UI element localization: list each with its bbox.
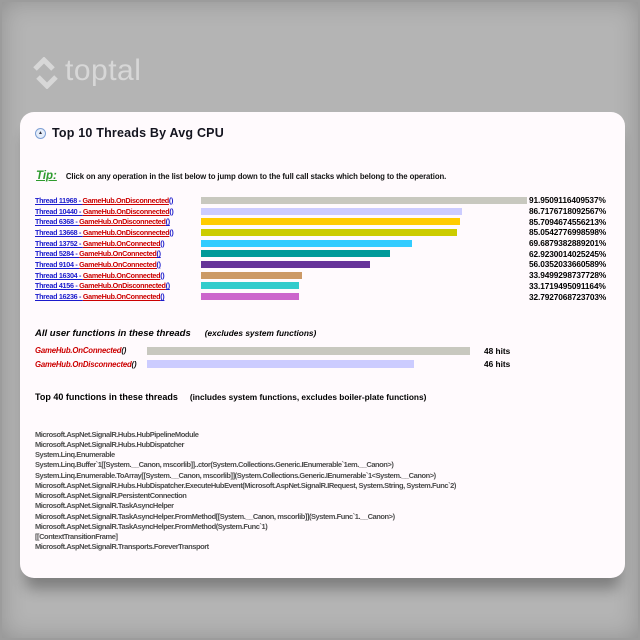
thread-row bbox=[35, 248, 610, 259]
function-name: Microsoft.AspNet.SignalR.PersistentConnection bbox=[35, 491, 187, 501]
cpu-bar-track bbox=[201, 261, 527, 268]
thread-row bbox=[35, 216, 610, 227]
function-name: [[ContextTransitionFrame] bbox=[35, 531, 118, 541]
thread-link[interactable]: Thread 9104 - GameHub.OnConnected() bbox=[35, 259, 161, 269]
function-name: Microsoft.AspNet.SignalR.Hubs.HubDispatcher bbox=[35, 440, 185, 450]
function-name: System.Linq.Enumerable bbox=[35, 450, 115, 460]
cpu-bar bbox=[201, 282, 299, 289]
user-functions-bar-chart bbox=[35, 344, 610, 371]
top-functions-title: Top 40 functions in these threads bbox=[35, 391, 178, 402]
thread-row bbox=[35, 281, 610, 292]
cpu-percent-label: 32.7927068723703% bbox=[529, 291, 607, 302]
cpu-bar-track bbox=[201, 293, 527, 300]
profiler-report-panel bbox=[20, 112, 625, 578]
toptal-logo bbox=[32, 56, 141, 90]
thread-link[interactable]: Thread 10440 - GameHub.OnDisconnected() bbox=[35, 206, 174, 216]
cpu-bar-track bbox=[201, 282, 527, 289]
panel-title: Top 10 Threads By Avg CPU bbox=[52, 126, 224, 140]
panel-header bbox=[35, 126, 610, 140]
hits-bar-track bbox=[147, 360, 483, 368]
hits-bar-track bbox=[147, 347, 483, 355]
user-function-row bbox=[35, 344, 610, 358]
cpu-bar-track bbox=[201, 208, 527, 215]
cpu-bar bbox=[201, 240, 412, 247]
cpu-bar bbox=[201, 272, 302, 279]
user-functions-title: All user functions in these threads bbox=[35, 327, 191, 339]
thread-link[interactable]: Thread 11968 - GameHub.OnDisconnected() bbox=[35, 195, 174, 205]
cpu-bar bbox=[201, 208, 462, 215]
thread-link[interactable]: Thread 13668 - GameHub.OnDisconnected() bbox=[35, 227, 174, 237]
cpu-percent-label: 86.7176718092567% bbox=[529, 206, 607, 217]
function-name: System.Linq.Enumerable.ToArray[[System.__Canon, mscorlib]](System.Collections.Generic.IEnumerable`1<System.__Canon>) bbox=[35, 470, 436, 480]
function-name: Microsoft.AspNet.SignalR.TaskAsyncHelper bbox=[35, 501, 174, 511]
tip-link[interactable]: Tip: bbox=[36, 170, 57, 182]
cpu-bar-track bbox=[201, 197, 527, 204]
thread-link[interactable]: Thread 4156 - GameHub.OnDisconnected() bbox=[35, 281, 170, 291]
user-function-name: GameHub.OnDisconnected() bbox=[35, 359, 137, 369]
cpu-percent-label: 62.9230014025245% bbox=[529, 248, 607, 259]
function-name: Microsoft.AspNet.SignalR.Hubs.HubDispatcher.ExecuteHubEvent(Microsoft.AspNet.SignalR.IRequest, System.String, System.Func`2) bbox=[35, 480, 456, 490]
cpu-percent-label: 56.0352033660589% bbox=[529, 259, 607, 270]
cpu-percent-label: 91.9509116409537% bbox=[529, 195, 606, 206]
threads-bar-chart bbox=[35, 195, 610, 302]
user-function-row bbox=[35, 357, 610, 371]
cpu-percent-label: 85.7094674556213% bbox=[529, 216, 607, 227]
function-name: System.Linq.Buffer`1[[System.__Canon, mscorlib]]..ctor(System.Collections.Generic.IEnumerable`1em.__Canon>) bbox=[35, 460, 394, 470]
cpu-bar-track bbox=[201, 218, 527, 225]
top-functions-header bbox=[35, 392, 610, 402]
cpu-percent-label: 69.6879382889201% bbox=[529, 238, 607, 249]
hits-label: 48 hits bbox=[484, 345, 511, 356]
user-function-name: GameHub.OnConnected() bbox=[35, 346, 127, 356]
function-name: Microsoft.AspNet.SignalR.TaskAsyncHelper.FromMethod[[System.__Canon, mscorlib]](System.Func`1.__Canon>) bbox=[35, 511, 395, 521]
top-functions-subtitle: (includes system functions, excludes boiler-plate functions) bbox=[189, 391, 427, 402]
thread-row bbox=[35, 238, 610, 249]
thread-row bbox=[35, 270, 610, 281]
cpu-bar bbox=[201, 250, 390, 257]
cpu-bar bbox=[201, 197, 527, 204]
cpu-bar bbox=[201, 229, 457, 236]
user-functions-subtitle: (excludes system functions) bbox=[204, 327, 317, 338]
function-name: Microsoft.AspNet.SignalR.TaskAsyncHelper.FromMethod(System.Func`1) bbox=[35, 521, 268, 531]
thread-link[interactable]: Thread 13752 - GameHub.OnConnected() bbox=[35, 238, 165, 248]
hits-label: 46 hits bbox=[484, 359, 511, 370]
hits-bar bbox=[147, 360, 414, 368]
thread-link[interactable]: Thread 16236 - GameHub.OnConnected() bbox=[35, 292, 165, 302]
function-name: Microsoft.AspNet.SignalR.Hubs.HubPipelineModule bbox=[35, 429, 199, 439]
thread-row bbox=[35, 259, 610, 270]
cpu-bar bbox=[201, 218, 460, 225]
thread-link[interactable]: Thread 5284 - GameHub.OnConnected() bbox=[35, 249, 161, 259]
thread-row bbox=[35, 227, 610, 238]
cpu-bar-track bbox=[201, 272, 527, 279]
cpu-bar-track bbox=[201, 240, 527, 247]
tip-text: Click on any operation in the list below to jump down to the full call stacks which belong to the operation. bbox=[65, 172, 447, 181]
cpu-percent-label: 33.9499298737728% bbox=[529, 270, 607, 281]
cpu-bar bbox=[201, 293, 299, 300]
top-functions-list bbox=[35, 430, 493, 551]
cpu-percent-label: 33.1719495091164% bbox=[529, 280, 606, 291]
cpu-bar-track bbox=[201, 229, 527, 236]
toptal-diamond-icon bbox=[32, 57, 58, 89]
user-functions-header bbox=[35, 328, 610, 339]
hits-bar bbox=[147, 347, 470, 355]
thread-link[interactable]: Thread 16304 - GameHub.OnConnected() bbox=[35, 270, 165, 280]
thread-row bbox=[35, 291, 610, 302]
cpu-bar bbox=[201, 261, 370, 268]
thread-link[interactable]: Thread 6368 - GameHub.OnDisconnected() bbox=[35, 217, 170, 227]
cpu-bar-track bbox=[201, 250, 527, 257]
tip-line bbox=[35, 170, 610, 182]
thread-row bbox=[35, 206, 610, 217]
cpu-percent-label: 85.0542776998598% bbox=[529, 227, 607, 238]
toptal-logo-text: toptal bbox=[65, 54, 142, 87]
collapse-section-icon[interactable]: ▲ bbox=[35, 128, 46, 139]
thread-row bbox=[35, 195, 610, 206]
function-name: Microsoft.AspNet.SignalR.Transports.ForeverTransport bbox=[35, 542, 209, 552]
